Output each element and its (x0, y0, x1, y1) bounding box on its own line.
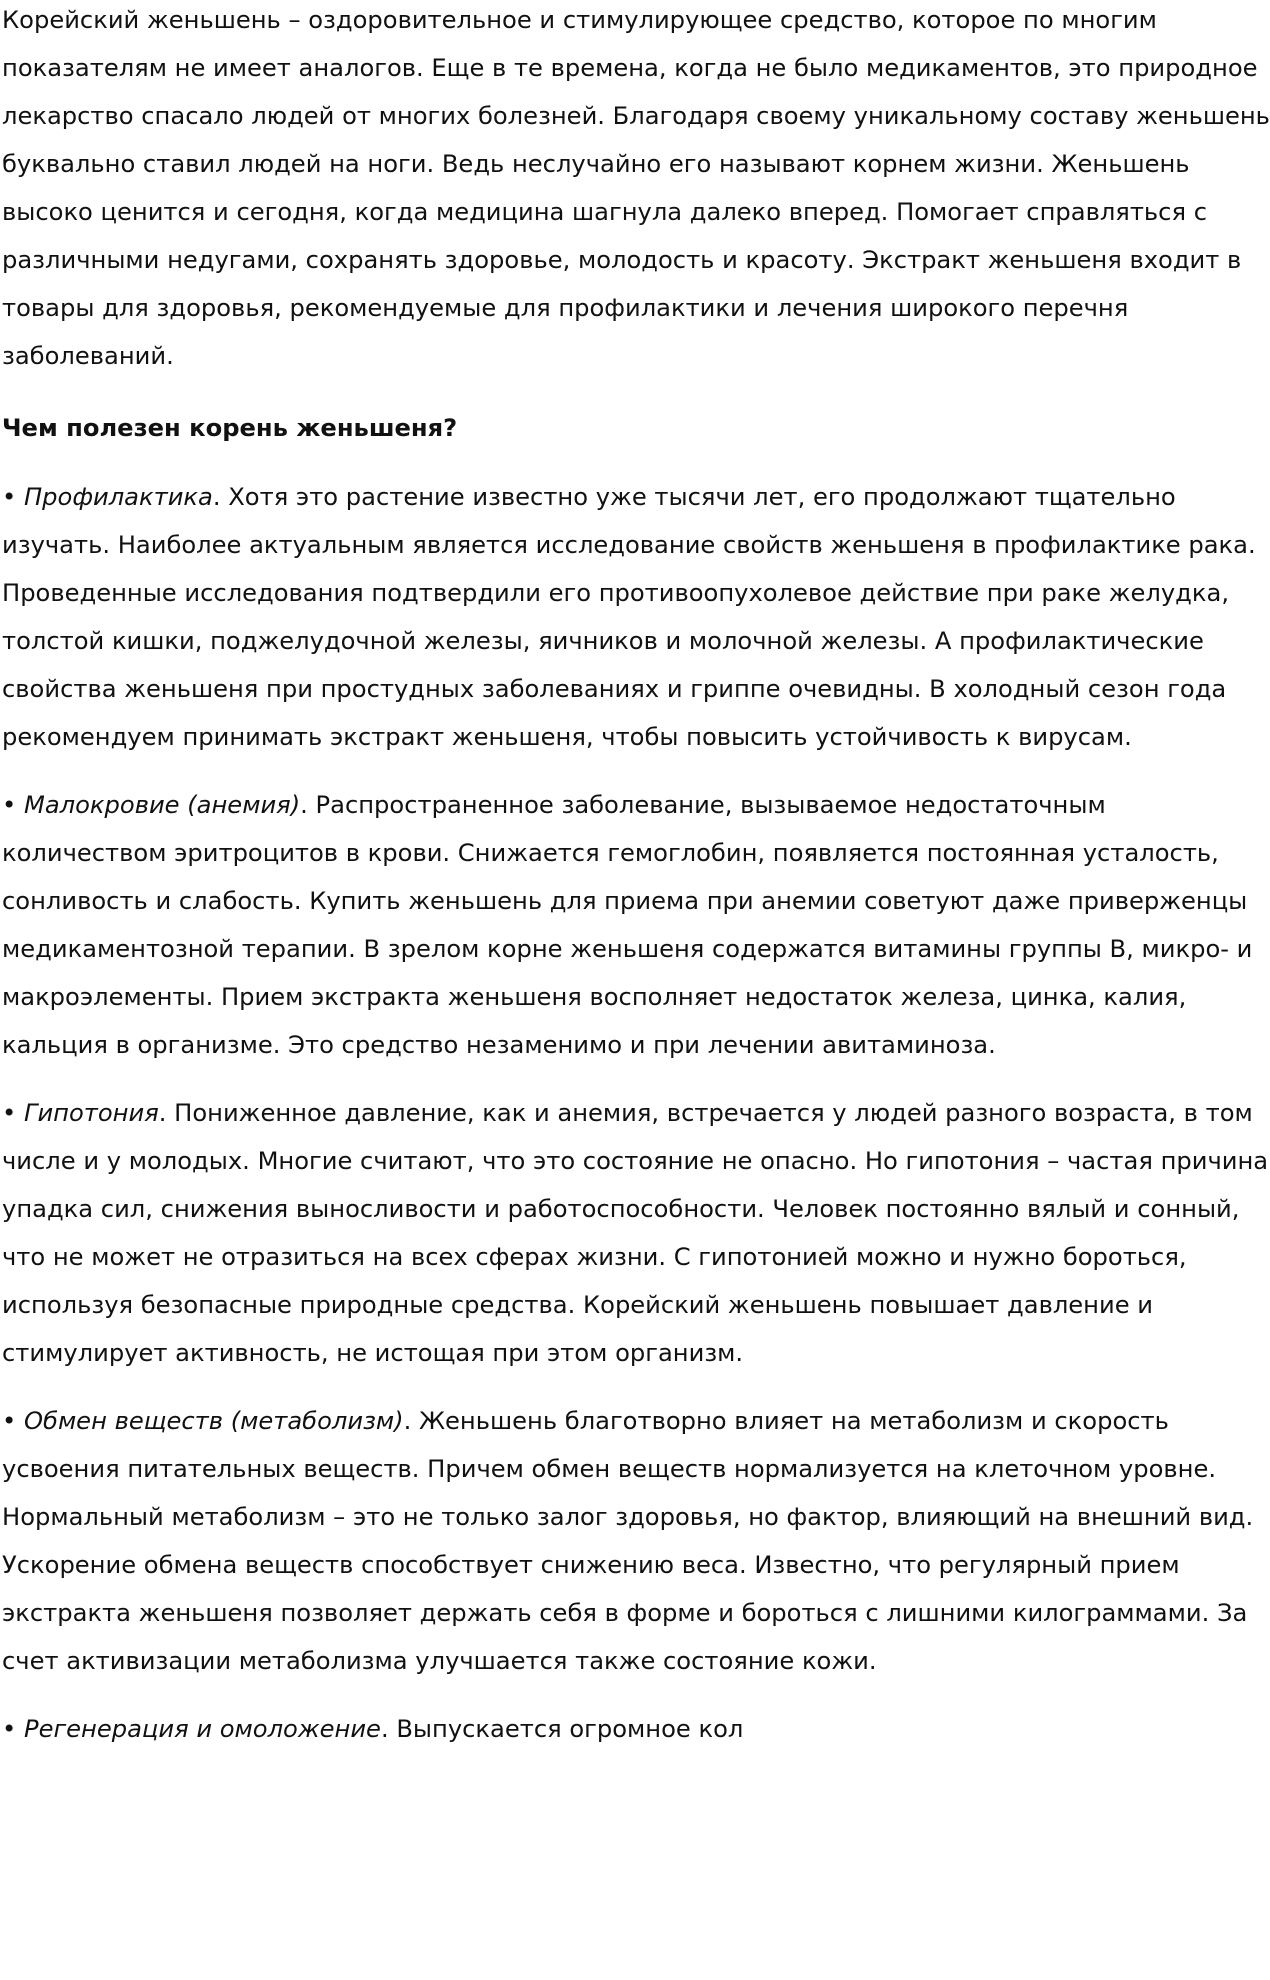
benefit-item-anemia (2, 781, 1270, 1069)
benefit-term: Гипотония (23, 1099, 159, 1127)
benefit-item-regeneration (2, 1705, 1270, 1753)
section-heading: Чем полезен корень женьшеня? (2, 414, 458, 442)
benefit-text: . Выпускается огромное кол (380, 1715, 744, 1743)
benefit-text: . Женьшень благотворно влияет на метаболизм и скорость усвоения питательных веществ. Причем обмен веществ нормализуется на клеточном уровне. Нормальный метаболизм – это не только залог здоровья, но фактор, влияющий на внешний вид. Ускорение обмена веществ способствует снижению веса. Известно, что регулярный прием экстракта женьшеня позволяет держать себя в форме и бороться с лишними килограммами. За счет активизации метаболизма улучшается также состояние кожи. (2, 1407, 1254, 1675)
benefit-term: Малокровие (анемия) (23, 791, 301, 819)
benefit-item-metabolism (2, 1397, 1270, 1685)
benefit-term: Регенерация и омоложение (23, 1715, 381, 1743)
benefit-text: . Распространенное заболевание, вызываемое недостаточным количеством эритроцитов в крови. Снижается гемоглобин, появляется постоянная усталость, сонливость и слабость. Купить женьшень для приема при анемии советуют даже приверженцы медикаментозной терапии. В зрелом корне женьшеня содержатся витамины группы В, микро- и макроэлементы. Прием экстракта женьшеня восполняет недостаток железа, цинка, калия, кальция в организме. Это средство незаменимо и при лечении авитаминоза. (2, 791, 1253, 1059)
benefit-term: Обмен веществ (метаболизм) (23, 1407, 404, 1435)
benefit-term: Профилактика (23, 483, 213, 511)
benefit-text: . Пониженное давление, как и анемия, встречается у людей разного возраста, в том числе и у молодых. Многие считают, что это состояние не опасно. Но гипотония – частая причина упадка сил, снижения выносливости и работоспособности. Человек постоянно вялый и сонный, что не может не отразиться на всех сферах жизни. С гипотонией можно и нужно бороться, используя безопасные природные средства. Корейский женьшень повышает давление и стимулирует активность, не истощая при этом организм. (2, 1099, 1269, 1367)
bullet-icon: • (2, 483, 17, 511)
benefit-item-prevention (2, 473, 1270, 761)
benefit-item-hypotension (2, 1089, 1270, 1377)
bullet-icon: • (2, 1715, 17, 1743)
bullet-icon: • (2, 791, 17, 819)
bullet-icon: • (2, 1407, 17, 1435)
benefit-text: . Хотя это растение известно уже тысячи лет, его продолжают тщательно изучать. Наиболее актуальным является исследование свойств женьшеня в профилактике рака. Проведенные исследования подтвердили его противоопухолевое действие при раке желудка, толстой кишки, поджелудочной железы, яичников и молочной железы. А профилактические свойства женьшеня при простудных заболеваниях и гриппе очевидны. В холодный сезон года рекомендуем принимать экстракт женьшеня, чтобы повысить устойчивость к вирусам. (2, 483, 1256, 751)
bullet-icon: • (2, 1099, 17, 1127)
intro-paragraph: Корейский женьшень – оздоровительное и стимулирующее средство, которое по многим показателям не имеет аналогов. Еще в те времена, когда не было медикаментов, это природное лекарство спасало людей от многих болезней. Благодаря своему уникальному составу женьшень буквально ставил людей на ноги. Ведь неслучайно его называют корнем жизни. Женьшень высоко ценится и сегодня, когда медицина шагнула далеко вперед. Помогает справляться с различными недугами, сохранять здоровье, молодость и красоту. Экстракт женьшеня входит в товары для здоровья, рекомендуемые для профилактики и лечения широкого перечня заболеваний. (2, 6, 1270, 370)
